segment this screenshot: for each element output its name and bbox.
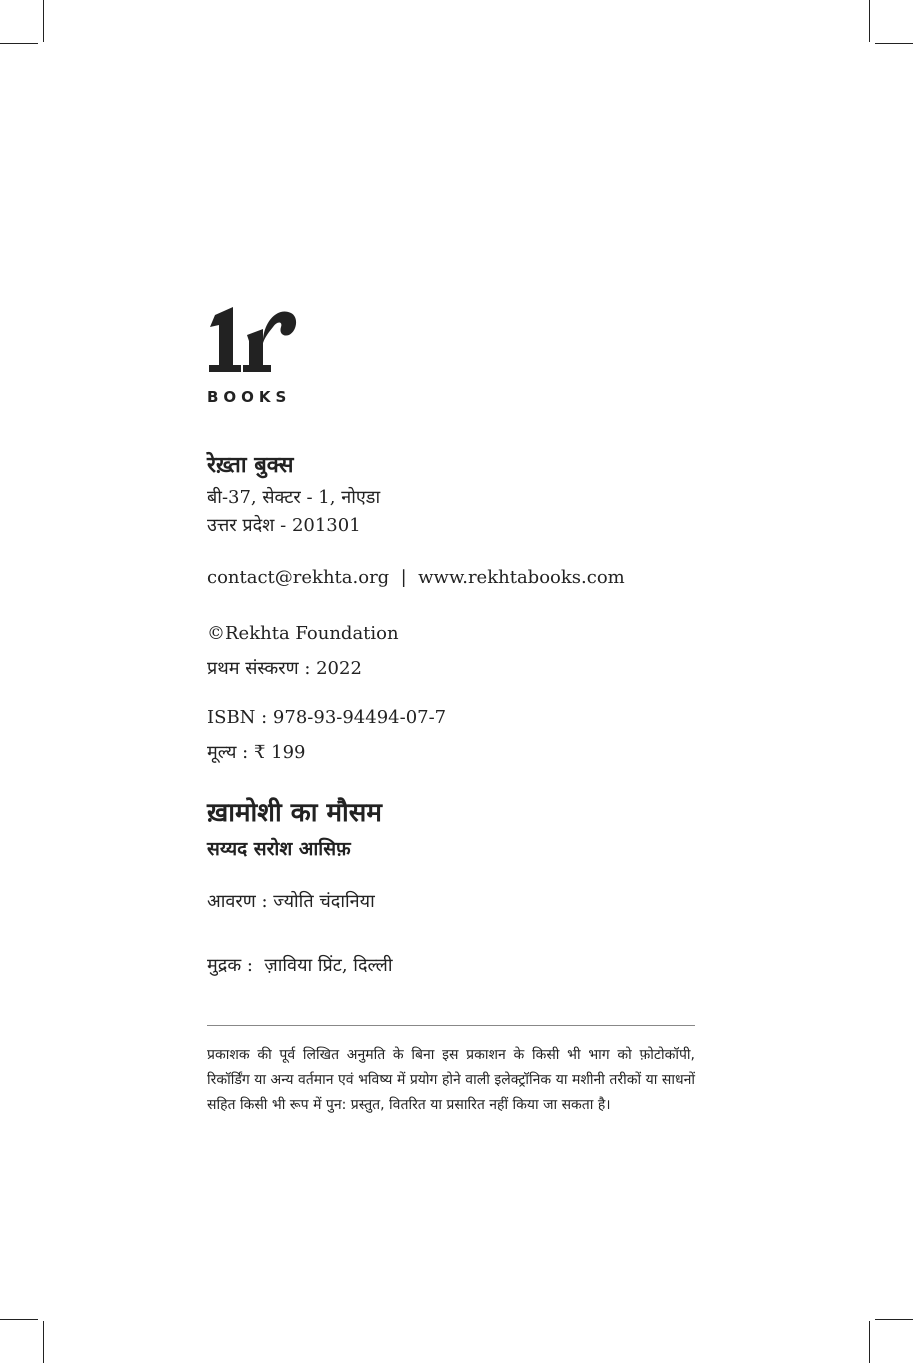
- address-line-1: बी-37, सेक्टर - 1, नोएडा: [207, 487, 381, 508]
- crop-mark: [0, 43, 38, 44]
- rekhta-logo-icon: [207, 305, 297, 377]
- crop-mark: [875, 1319, 913, 1320]
- divider: [207, 1025, 695, 1026]
- crop-mark: [43, 0, 44, 42]
- cover-credit: आवरण : ज्योति चंदानिया: [207, 891, 375, 912]
- isbn-line: ISBN : 978-93-94494-07-7: [207, 707, 447, 728]
- publisher-logo: [207, 305, 307, 405]
- crop-mark: [869, 1321, 870, 1363]
- printer-credit: मुद्रक : ज़ाविया प्रिंट, दिल्ली: [207, 955, 393, 976]
- contact-line: contact@rekhta.org | www.rekhtabooks.com: [207, 567, 625, 588]
- crop-mark: [869, 0, 870, 42]
- price-line: मूल्य : ₹ 199: [207, 742, 306, 763]
- imprint-page: [207, 305, 697, 1113]
- crop-mark: [875, 43, 913, 44]
- book-author: सय्यद सरोश आसिफ़: [207, 838, 351, 860]
- copyright-line: ©Rekhta Foundation: [207, 623, 399, 644]
- logo-wordmark: BOOKS: [207, 388, 292, 406]
- publisher-name: रेख़्ता बुक्स: [207, 453, 294, 478]
- crop-mark: [0, 1319, 38, 1320]
- edition-line: प्रथम संस्करण : 2022: [207, 658, 362, 679]
- copyright-notice: प्रकाशक की पूर्व लिखित अनुमति के बिना इस प्रकाशन के किसी भी भाग को फ़ोटोकॉपी, रिकॉर्डिंग या अन्य वर्तमान एवं भविष्य में प्रयोग होने वाली इलेक्ट्रॉनिक या मशीनी तरीकों या साधनों सहित किसी भी रूप में पुन: प्रस्तुत, वितरित या प्रसारित नहीं किया जा सकता है।: [207, 1047, 695, 1113]
- book-title: ख़ामोशी का मौसम: [207, 798, 382, 828]
- crop-mark: [43, 1321, 44, 1363]
- address-line-2: उत्तर प्रदेश - 201301: [207, 515, 361, 536]
